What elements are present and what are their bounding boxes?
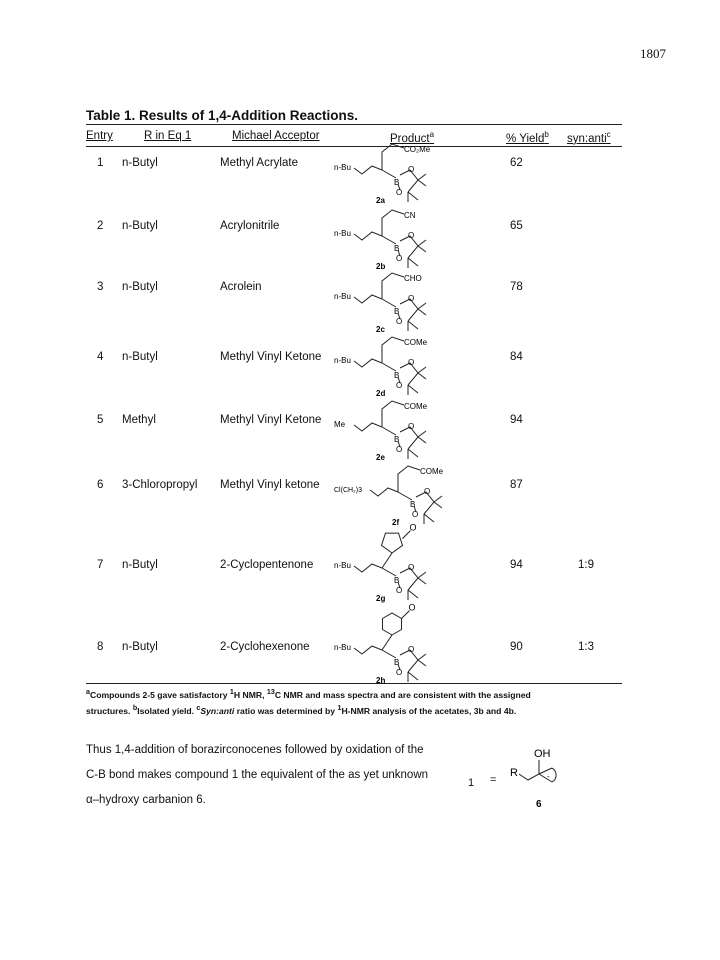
boron-atom-label: B — [410, 500, 416, 509]
r-group-cell: n-Butyl — [122, 220, 158, 232]
acceptor-chain — [398, 466, 420, 492]
acceptor-chain — [382, 273, 404, 299]
acceptor-cell: Methyl Vinyl Ketone — [220, 414, 322, 426]
table-top-rule — [86, 124, 622, 125]
r-group-label: n-Bu — [334, 643, 351, 652]
r-group-label: n-Bu — [334, 163, 351, 172]
product-structure-svg — [330, 140, 480, 206]
product-structure — [330, 333, 480, 399]
ratio-cell: 1:9 — [578, 559, 594, 571]
compound-label: 2e — [376, 453, 385, 462]
oxygen-atom-label: O — [396, 381, 403, 390]
paragraph-line-2: C-B bond makes compound 1 the equivalent of the as yet unknown — [86, 769, 429, 781]
product-structure-svg — [330, 206, 480, 272]
cycloalkanone-ring — [382, 533, 403, 553]
product-structure-svg — [330, 602, 480, 686]
product-structure — [330, 520, 480, 604]
r-group-label: Me — [334, 420, 346, 429]
chain-bonds — [354, 232, 382, 240]
header-yield: % Yield$^b$ — [506, 130, 549, 145]
table-footnote — [86, 686, 626, 718]
chain-bonds — [354, 166, 382, 174]
yield-cell: 87 — [510, 479, 523, 491]
boron-atom-label: B — [394, 576, 400, 585]
entry-cell: 6 — [97, 479, 104, 491]
acceptor-cell: 2-Cyclohexenone — [220, 641, 310, 653]
r-group-label: n-Bu — [334, 561, 351, 570]
oxygen-atom-label: O — [396, 668, 403, 677]
functional-group-label: CHO — [404, 274, 422, 283]
yield-cell: 94 — [510, 414, 523, 426]
chain-bonds — [354, 423, 382, 431]
header-product: Product$^a$ — [390, 130, 435, 145]
acceptor-chain — [382, 401, 404, 427]
r-group-cell: n-Butyl — [122, 281, 158, 293]
compound-label: 2d — [376, 389, 386, 398]
oxygen-atom-label: O — [396, 188, 403, 197]
acceptor-cell: Methyl Vinyl Ketone — [220, 351, 322, 363]
paragraph-line-3: α–hydroxy carbanion 6. — [86, 794, 206, 806]
cycloalkanone-ring — [383, 613, 402, 635]
product-structure-svg — [330, 397, 480, 463]
boron-atom-label: B — [394, 658, 400, 667]
yield-cell: 94 — [510, 559, 523, 571]
r-group-cell: n-Butyl — [122, 157, 158, 169]
r-group-cell: n-Butyl — [122, 559, 158, 571]
table-title: Table 1. Results of 1,4-Addition Reactions. — [86, 108, 359, 123]
oxygen-atom-label: O — [408, 422, 415, 431]
acceptor-cell: 2-Cyclopentenone — [220, 559, 314, 571]
product-structure — [330, 462, 480, 528]
product-structure-svg — [330, 333, 480, 399]
oxygen-atom-label: O — [424, 487, 431, 496]
oxygen-atom-label: O — [396, 586, 403, 595]
boron-atom-label: B — [394, 435, 400, 444]
compound-label: 2b — [376, 262, 386, 271]
product-structure — [330, 397, 480, 463]
oxygen-atom-label: O — [408, 231, 415, 240]
compound-label: 2c — [376, 325, 385, 334]
chain-bonds — [370, 488, 398, 496]
equation-lhs: 1 — [468, 777, 475, 789]
pinacol-boronate-ring — [382, 170, 426, 202]
r-group-cell: n-Butyl — [122, 351, 158, 363]
compound-label: 2h — [376, 676, 386, 685]
equation-bonds — [519, 760, 539, 780]
footnote-line-1: $^a$Compounds 2-5 gave satisfactory $^1$H NMR, $^{13}$C NMR and mass spectra and are consistent with the assigned — [86, 688, 531, 700]
oxygen-atom-label: O — [412, 510, 419, 519]
entry-cell: 1 — [97, 157, 104, 169]
functional-group-label: CN — [404, 211, 416, 220]
equation-equals: = — [490, 774, 497, 786]
compound-label: 2f — [392, 518, 400, 527]
entry-cell: 7 — [97, 559, 104, 571]
acceptor-cell: Methyl Vinyl ketone — [220, 479, 320, 491]
functional-group-label: CO₂Me — [404, 145, 431, 154]
product-structure — [330, 269, 480, 335]
acceptor-chain — [382, 337, 404, 363]
pinacol-boronate-ring — [382, 363, 426, 395]
boron-atom-label: B — [394, 244, 400, 253]
functional-group-label: O — [408, 602, 416, 613]
pinacol-boronate-ring — [382, 299, 426, 331]
entry-cell: 8 — [97, 641, 104, 653]
entry-cell: 4 — [97, 351, 104, 363]
r-group-cell: Methyl — [122, 414, 156, 426]
oxygen-atom-label: O — [408, 358, 415, 367]
product-structure-svg — [330, 269, 480, 335]
product-structure-svg — [330, 462, 480, 528]
chain-bonds — [354, 295, 382, 303]
oxygen-atom-label: O — [396, 317, 403, 326]
boron-atom-label: B — [394, 178, 400, 187]
entry-cell: 3 — [97, 281, 104, 293]
yield-cell: 78 — [510, 281, 523, 293]
acceptor-cell: Methyl Acrylate — [220, 157, 298, 169]
carbanion-charge-icon: - — [547, 772, 550, 781]
r-group-label: n-Bu — [334, 356, 351, 365]
functional-group-label: COMe — [404, 402, 428, 411]
pinacol-boronate-ring — [382, 568, 426, 600]
header-ratio: syn:anti$^c$ — [567, 130, 611, 145]
equation-oh-label: OH — [534, 748, 551, 760]
chain-bonds — [354, 564, 382, 572]
hydroxy-carbanion-structure — [506, 744, 576, 814]
acceptor-cell: Acrolein — [220, 281, 262, 293]
oxygen-atom-label: O — [408, 294, 415, 303]
functional-group-label: COMe — [404, 338, 428, 347]
pinacol-boronate-ring — [382, 236, 426, 268]
product-structure-svg — [330, 520, 480, 604]
oxygen-atom-label: O — [408, 563, 415, 572]
header-r: R in Eq 1 — [144, 130, 192, 142]
compound-label: 2a — [376, 196, 385, 205]
product-structure — [330, 602, 480, 686]
yield-cell: 84 — [510, 351, 523, 363]
compound-label: 2g — [376, 594, 386, 603]
paragraph-line-1: Thus 1,4-addition of borazirconocenes followed by oxidation of the — [86, 744, 424, 756]
header-entry: Entry — [86, 130, 113, 142]
equation-compound-label: 6 — [536, 799, 542, 810]
yield-cell: 65 — [510, 220, 523, 232]
chain-bonds — [354, 646, 382, 654]
oxygen-atom-label: O — [408, 165, 415, 174]
footnote-line-2: structures. $^b$Isolated yield. $^c$Syn:anti ratio was determined by $^1$H-NMR analysis of the acetates, 3b and 4b. — [86, 703, 517, 716]
entry-cell: 5 — [97, 414, 104, 426]
r-group-cell: 3-Chloropropyl — [122, 479, 198, 491]
header-acceptor: Michael Acceptor — [232, 130, 320, 142]
pinacol-boronate-ring — [382, 427, 426, 459]
acceptor-cell: Acrylonitrile — [220, 220, 280, 232]
r-group-label: n-Bu — [334, 229, 351, 238]
boron-atom-label: B — [394, 307, 400, 316]
entry-cell: 2 — [97, 220, 104, 232]
acceptor-chain — [382, 210, 404, 236]
yield-cell: 90 — [510, 641, 523, 653]
pinacol-boronate-ring — [382, 650, 426, 682]
equation-r-label: R — [510, 767, 518, 779]
chain-bonds — [354, 359, 382, 367]
boron-atom-label: B — [394, 371, 400, 380]
oxygen-atom-label: O — [396, 445, 403, 454]
r-group-cell: n-Butyl — [122, 641, 158, 653]
functional-group-label: COMe — [420, 467, 444, 476]
ratio-cell: 1:3 — [578, 641, 594, 653]
page-number: 1807 — [640, 46, 666, 61]
acceptor-chain — [382, 144, 404, 170]
r-group-label: Cl(CH₂)3 — [334, 487, 362, 494]
product-structure — [330, 206, 480, 272]
oxygen-atom-label: O — [396, 254, 403, 263]
r-group-label: n-Bu — [334, 292, 351, 301]
oxygen-atom-label: O — [408, 645, 415, 654]
functional-group-label: O — [409, 522, 417, 533]
yield-cell: 62 — [510, 157, 523, 169]
table-bottom-rule — [86, 683, 622, 684]
product-structure — [330, 140, 480, 206]
